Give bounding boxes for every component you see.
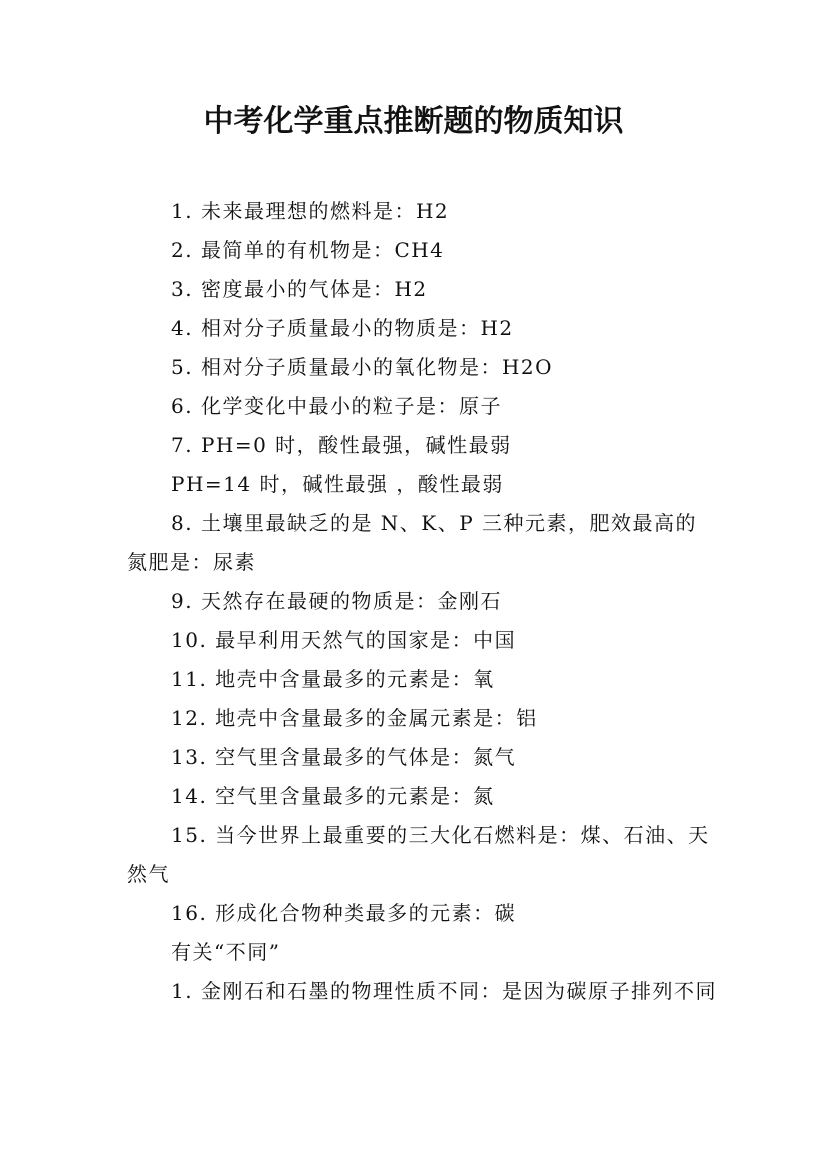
paragraph: 10. 最早利用天然气的国家是：中国 (171, 628, 517, 652)
paragraph: PH=14 时，碱性最强 ，酸性最弱 (171, 472, 504, 496)
paragraph: 8. 土壤里最缺乏的是 N、K、P 三种元素，肥效最高的氮肥是：尿素 (127, 511, 698, 574)
section-heading: 有关“不同” (171, 940, 281, 964)
document-body (127, 192, 717, 1011)
paragraph: 12. 地壳中含量最多的金属元素是：铝 (171, 706, 538, 730)
paragraph: 9. 天然存在最硬的物质是：金刚石 (171, 589, 502, 613)
paragraph: 16. 形成化合物种类最多的元素：碳 (171, 901, 517, 925)
paragraph: 6. 化学变化中最小的粒子是：原子 (171, 394, 502, 418)
paragraph: 13. 空气里含量最多的气体是：氮气 (171, 745, 517, 769)
paragraph: 1. 未来最理想的燃料是：H2 (171, 199, 450, 223)
paragraph: 1. 金刚石和石墨的物理性质不同：是因为碳原子排列不同 (171, 979, 717, 1003)
paragraph: 2. 最简单的有机物是：CH4 (171, 238, 445, 262)
paragraph: 5. 相对分子质量最小的氧化物是：H2O (171, 355, 554, 379)
paragraph: 4. 相对分子质量最小的物质是：H2 (171, 316, 514, 340)
paragraph: 15. 当今世界上最重要的三大化石燃料是：煤、石油、天然气 (127, 823, 710, 886)
paragraph: 14. 空气里含量最多的元素是：氮 (171, 784, 495, 808)
paragraph: 7. PH=0 时，酸性最强，碱性最弱 (171, 433, 512, 457)
paragraph: 11. 地壳中含量最多的元素是：氧 (171, 667, 495, 691)
document-title: 中考化学重点推断题的物质知识 (203, 104, 624, 139)
paragraph: 3. 密度最小的气体是：H2 (171, 277, 428, 301)
